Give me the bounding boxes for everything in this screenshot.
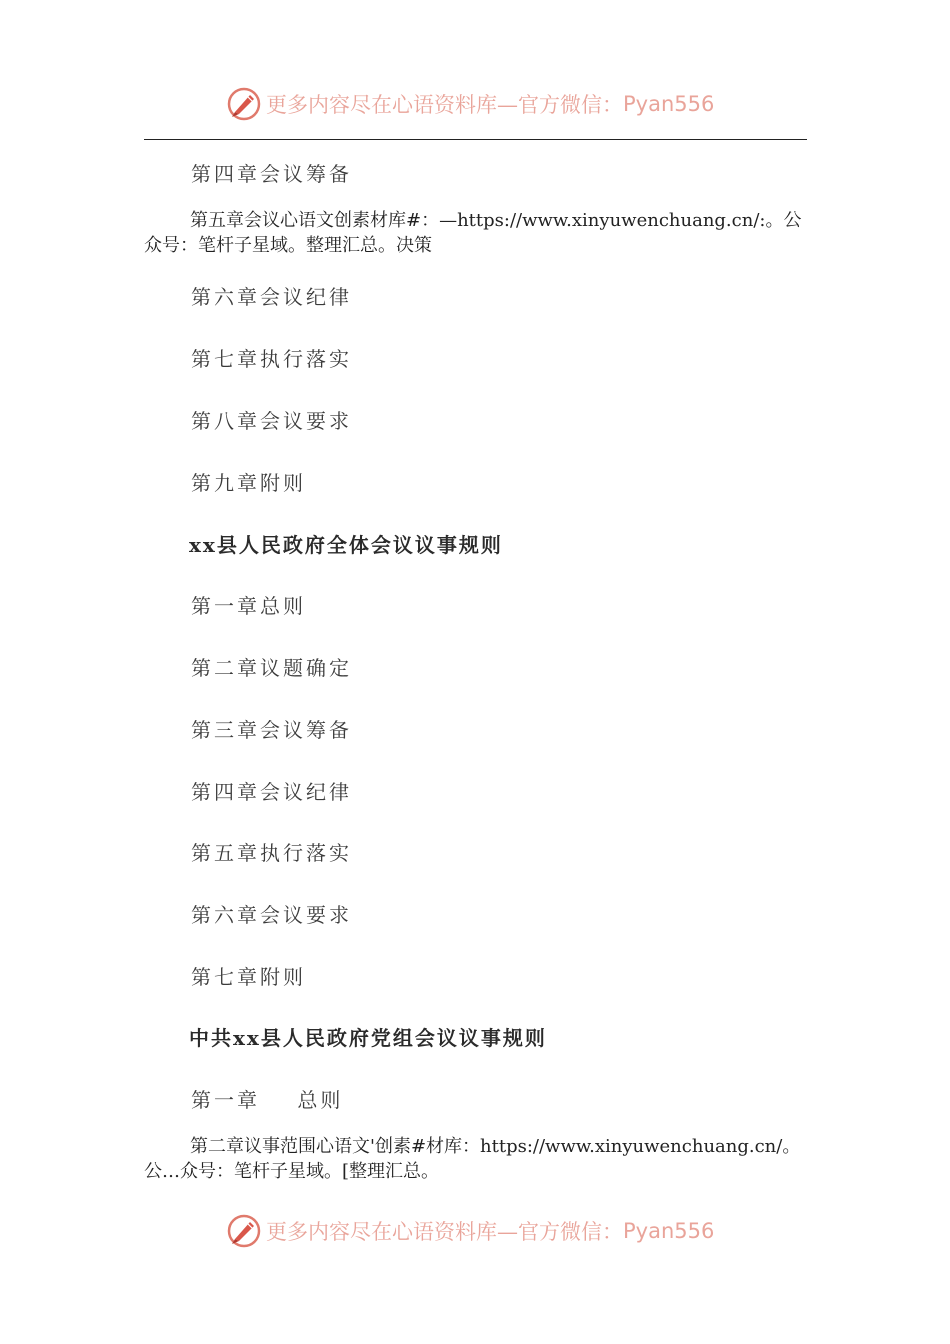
header-divider [144,139,807,140]
toc-line: 第七章执行落实 [191,347,352,371]
toc-line: 第七章附则 [191,965,306,989]
toc-line: 第六章会议纪律 [191,285,352,309]
banner-text: 更多内容尽在心语资料库—官方微信： [266,1220,623,1244]
toc-line: 第八章会议要求 [191,409,352,433]
paragraph-chapter-five: 第五章会议心语文创素材库#：—https://www.xinyuwenchuang.cn/:。公众号：笔杆子星域。整理汇总。决策 [144,210,802,256]
toc-line: 第二章议题确定 [191,656,352,680]
pen-logo-icon [226,86,262,122]
toc-line: 第四章会议纪律 [191,780,352,804]
toc-line: 第五章执行落实 [191,841,352,865]
toc-line: 第一章 总则 [191,1088,344,1112]
banner-text: 更多内容尽在心语资料库—官方微信： [266,93,623,117]
banner-account: Pyan556 [623,1219,715,1243]
section-heading: xx县人民政府全体会议议事规则 [189,533,503,557]
section-heading: 中共xx县人民政府党组会议议事规则 [189,1026,547,1050]
header-banner [226,84,714,124]
toc-line: 第四章会议筹备 [191,162,352,186]
toc-line: 第三章会议筹备 [191,718,352,742]
banner-account: Pyan556 [623,92,715,116]
toc-line: 第九章附则 [191,471,306,495]
toc-line: 第六章会议要求 [191,903,352,927]
footer-banner [226,1211,714,1251]
pen-logo-icon [226,1213,262,1249]
paragraph-chapter-two: 第二章议事范围心语文'创素#材库：https://www.xinyuwenchuang.cn/。公…众号：笔杆子星域。[整理汇总。 [144,1136,801,1182]
toc-line: 第一章总则 [191,594,306,618]
